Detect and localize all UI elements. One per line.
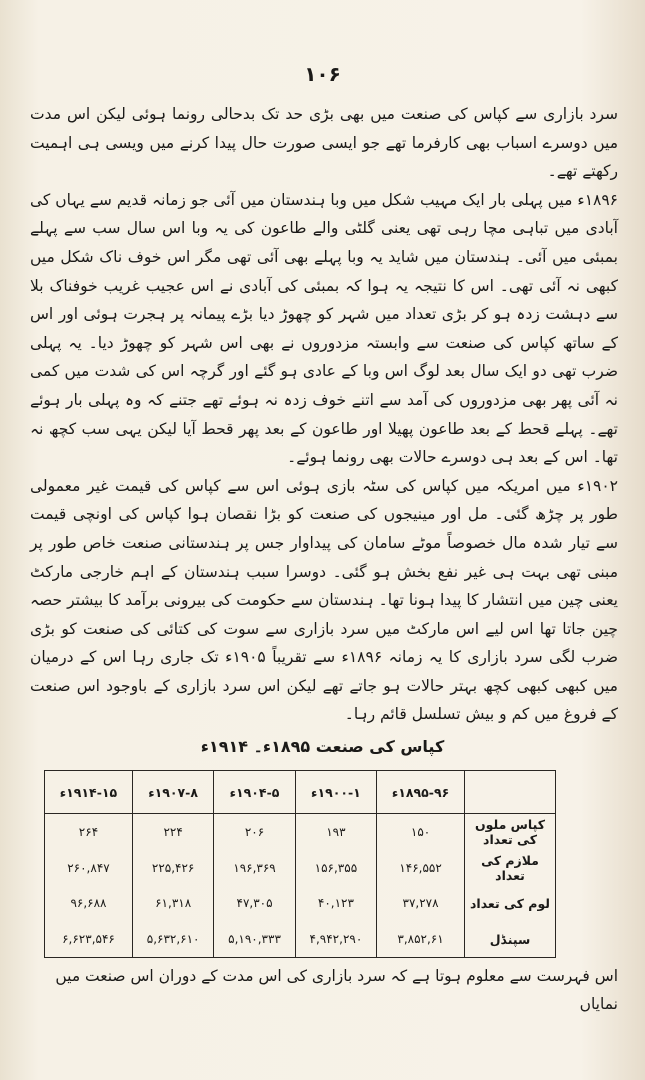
row-label: سپنڈل xyxy=(465,921,556,957)
cotton-industry-table xyxy=(44,770,556,958)
table-cell: ۲۶۰,۸۴۷ xyxy=(45,850,133,886)
table-cell: ۵,۱۹۰,۳۳۳ xyxy=(214,921,295,957)
table-header-cell: ۱۹۰۰-۱ء xyxy=(295,771,376,814)
body-text xyxy=(30,100,618,729)
table-row xyxy=(45,814,556,850)
table-header-row xyxy=(45,771,556,814)
table-header-cell: ۱۹۰۷-۸ء xyxy=(132,771,213,814)
table-cell: ۲۲۵,۴۲۶ xyxy=(132,850,213,886)
table-header-cell: ۱۹۱۴-۱۵ء xyxy=(45,771,133,814)
paragraph-1: سرد بازاری سے کپاس کی صنعت میں بھی بڑی حد تک بدحالی رونما ہوئی لیکن اس مدت میں دوسرے اسباب بھی کارفرما تھے جو ایسی صورت حال پیدا کرنے میں ویسی ہی اہمیت رکھتے تھے۔ xyxy=(30,105,618,181)
footer-text: اس فہرست سے معلوم ہوتا ہے کہ سرد بازاری کی اس مدت کے دوران اس صنعت میں نمایاں xyxy=(55,967,618,1013)
table-cell: ۲۰۶ xyxy=(214,814,295,850)
table-row xyxy=(45,885,556,921)
table-row xyxy=(45,921,556,957)
table-cell: ۶,۶۲۳,۵۴۶ xyxy=(45,921,133,957)
table-cell: ۱۵۶,۳۵۵ xyxy=(295,850,376,886)
table-cell: ۲۲۴ xyxy=(132,814,213,850)
table-cell: ۲۶۴ xyxy=(45,814,133,850)
row-label: ملازم کی تعداد xyxy=(465,850,556,886)
table-cell: ۴۷,۳۰۵ xyxy=(214,885,295,921)
row-label: کپاس ملوں کی تعداد xyxy=(465,814,556,850)
table-cell: ۳,۸۵۲,۶۱ xyxy=(377,921,465,957)
table-cell: ۳۷,۲۷۸ xyxy=(377,885,465,921)
page-number: ۱۰۶ xyxy=(304,62,341,86)
table-cell: ۴۰,۱۲۳ xyxy=(295,885,376,921)
table-cell: ۹۶,۶۸۸ xyxy=(45,885,133,921)
table-cell: ۴,۹۴۲,۲۹۰ xyxy=(295,921,376,957)
table-cell: ۱۹۳ xyxy=(295,814,376,850)
table-cell: ۵,۶۳۲,۶۱۰ xyxy=(132,921,213,957)
table-cell: ۶۱,۳۱۸ xyxy=(132,885,213,921)
table-header-cell: ۱۸۹۵-۹۶ء xyxy=(377,771,465,814)
paragraph-2: ۱۸۹۶ء میں پہلی بار ایک مہیب شکل میں وبا ہندستان میں آئی جو زمانہ قدیم سے یہاں کی آبادی میں تباہی مچا رہی تھی یعنی گلٹی والے طاعون کی یہ وبا اس سال سب سے پہلے بمبئی میں آئی۔ ہندستان میں شاید یہ وبا پہلے بھی آئی تھی مگر اس خوف ناک شکل میں کبھی نہ آئی تھی۔ اس کا نتیجہ یہ ہوا کہ بمبئی کی آبادی نے اس عجیب غریب خوفناک بلا سے دہشت زدہ ہو کر بڑی تعداد میں شہر کو چھوڑ دیا بڑے پیمانہ پر ہجرت ہوئی اور اس کے ساتھ کپاس کی صنعت سے وابستہ مزدوروں نے بھی اس شہر کو چھوڑ دیا۔ یہ پہلی ضرب تھی دو ایک سال بعد لوگ اس وبا کے عادی ہو گئے اور گرچہ اس کی شدت میں کمی نہ آئی پھر بھی مزدوروں کی آمد سے اتنے خوف زدہ نہ ہوئے تھے جتنے کہ وہ پہلی بار ہوئے تھے۔ پہلے قحط کے بعد طاعون پھیلا اور طاعون کے بعد پھر قحط آیا لیکن یہی سب کچھ نہ تھا۔ اس کے بعد ہی دوسرے حالات بھی رونما ہوئے۔ xyxy=(30,190,618,467)
row-label: لوم کی تعداد xyxy=(465,885,556,921)
table-header-cell: ۱۹۰۴-۵ء xyxy=(214,771,295,814)
paragraph-3: ۱۹۰۲ء میں امریکہ میں کپاس کی سٹہ بازی ہوئی اس سے کپاس کی قیمت غیر معمولی طور پر چڑھ گئی۔ مل اور مینیجوں کی صنعت کو بڑا نقصان ہوا کپاس کی اونچی قیمت سے تیار شدہ مال خصوصاً موٹے سامان کی پیداوار جس پر ہندستانی صنعت خاص طور پر مبنی تھی بہت ہی غیر نفع بخش ہو گئی۔ دوسرا سبب ہندستان کے اہم خارجی مارکٹ یعنی چین میں انتشار کا پیدا ہونا تھا۔ ہندستان سے حکومت کی بیرونی برآمد کا بیشتر حصہ چین جاتا تھا اس لیے اس مارکٹ میں سرد بازاری سے سوت کی کتائی کی صنعت کو بڑی ضرب لگی سرد بازاری کا یہ زمانہ ۱۸۹۶ء سے تقریباً ۱۹۰۵ء تک جاری رہا اس کے درمیان میں کبھی کبھی کچھ بہتر حالات ہو جاتے تھے لیکن اس سرد بازاری کے باوجود اس صنعت کے فروغ میں کم و بیش تسلسل قائم رہا۔ xyxy=(30,476,618,724)
table-title: کپاس کی صنعت ۱۸۹۵ء۔ ۱۹۱۴ء xyxy=(200,737,445,756)
table-cell: ۱۵۰ xyxy=(377,814,465,850)
table-header-corner xyxy=(465,771,556,814)
table-row xyxy=(45,850,556,886)
table-cell: ۱۴۶,۵۵۲ xyxy=(377,850,465,886)
table-cell: ۱۹۶,۳۶۹ xyxy=(214,850,295,886)
